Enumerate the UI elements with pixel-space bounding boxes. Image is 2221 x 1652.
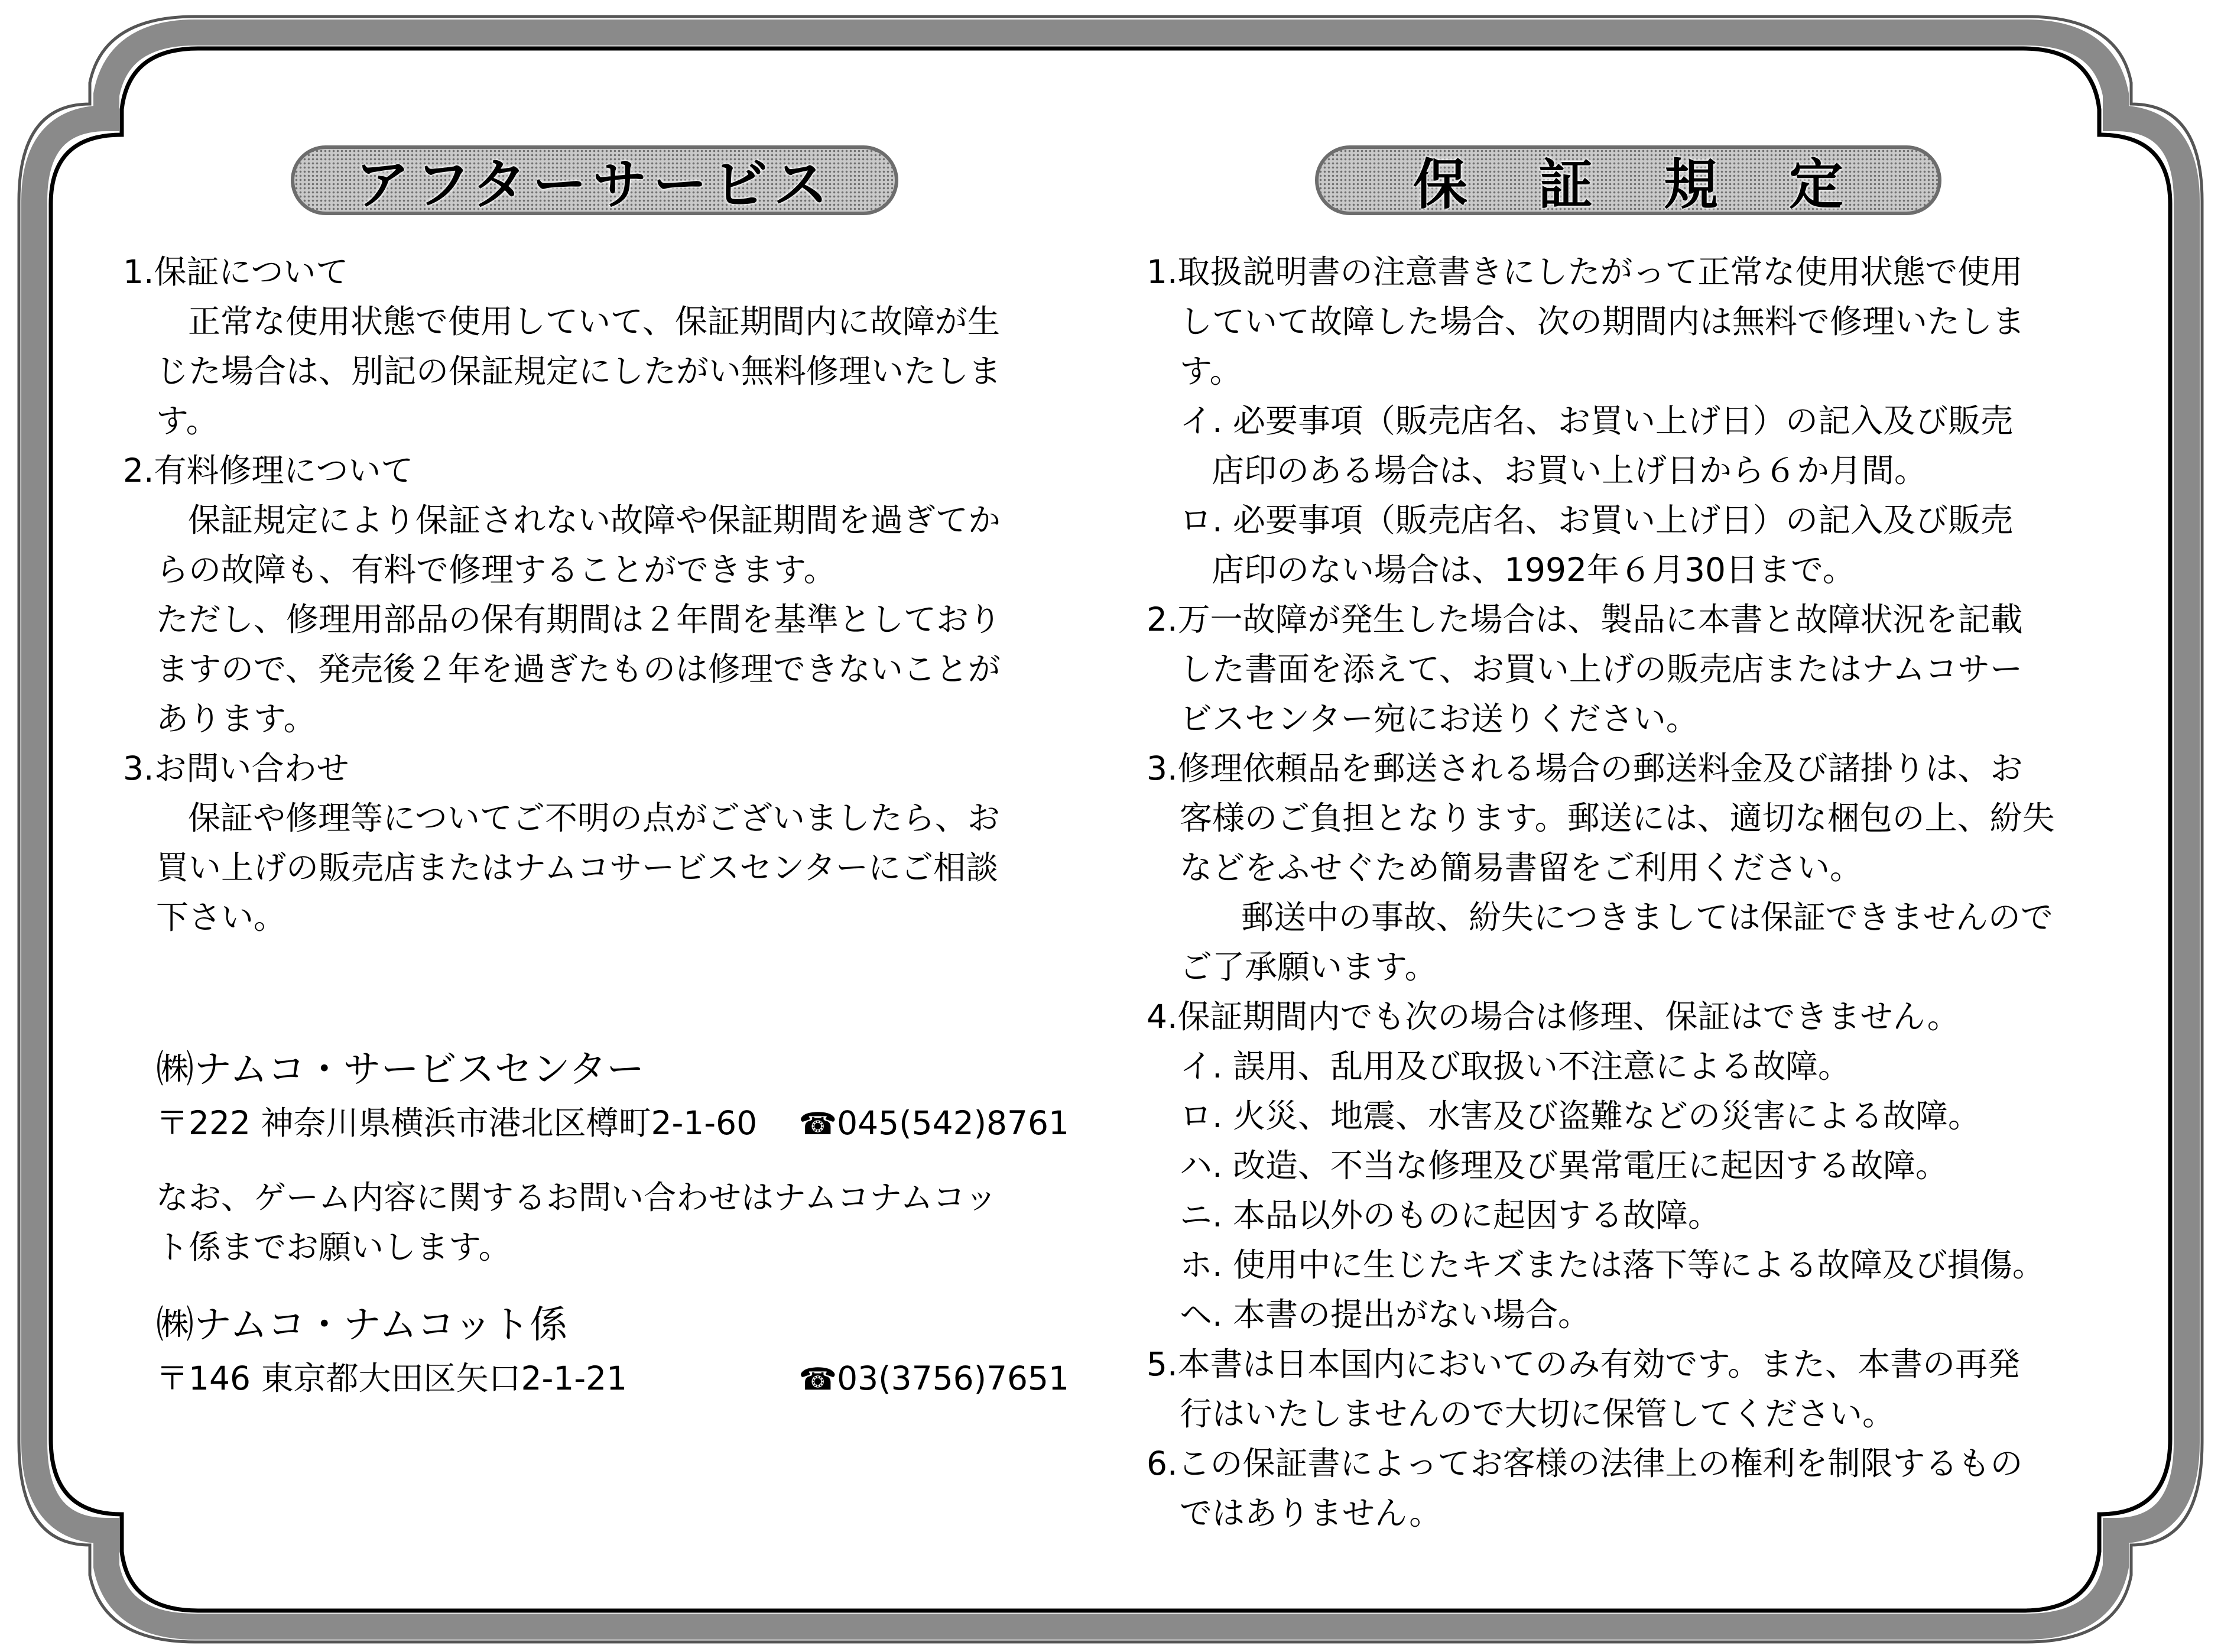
term-4-item: ロ. 火災、地震、水害及び盗難などの災害による故障。: [1180, 1097, 1980, 1135]
warranty-terms-heading-text: 保証規定: [1413, 153, 1914, 216]
term-1-line: していて故障した場合、次の期間内は無料で修理いたしま: [1180, 303, 2025, 340]
term-2-line: 2.万一故障が発生した場合は、製品に本書と故障状況を記載: [1147, 601, 2023, 638]
term-1a-line: 店印のある場合は、お買い上げ日から６か月間。: [1212, 452, 1927, 489]
after-service-heading: [291, 145, 898, 215]
paid-repair-text-line: らの故障も、有料で修理することができます。: [156, 551, 836, 589]
telephone-icon: ☎: [798, 1362, 837, 1397]
paid-repair-text-line: 保証規定により保証されない故障や保証期間を過ぎてか: [188, 501, 1001, 539]
term-3-line: などをふせぐため簡易書留をご利用ください。: [1180, 849, 1863, 887]
term-4-item: イ. 誤用、乱用及び取扱い不注意による故障。: [1180, 1047, 1850, 1085]
game-inquiry-note-line: なお、ゲーム内容に関するお問い合わせはナムコナムコッ: [156, 1179, 998, 1216]
namcot-address: 〒146 東京都大田区矢口2-1-21: [156, 1359, 628, 1397]
term-3-line: 3.修理依頼品を郵送される場合の郵送料金及び諸掛りは、お: [1147, 749, 2023, 787]
term-1b-line: 店印のない場合は、1992年６月30日まで。: [1212, 551, 1855, 589]
paid-repair-section-title: 2.有料修理について: [123, 452, 414, 489]
term-4-item: ニ. 本品以外のものに起因する故障。: [1180, 1196, 1720, 1234]
inquiry-text-line: 下さい。: [156, 898, 287, 936]
term-1a-line: イ. 必要事項（販売店名、お買い上げ日）の記入及び販売: [1180, 402, 2013, 440]
service-center-address: 〒222 神奈川県横浜市港北区樽町2-1-60: [156, 1104, 758, 1142]
term-3-note-line: ご了承願います。: [1180, 948, 1437, 986]
term-6-line: ではありません。: [1180, 1494, 1442, 1532]
warranty-section-title: 1.保証について: [123, 253, 349, 291]
inquiry-text-line: 保証や修理等についてご不明の点がございましたら、お: [188, 799, 1000, 837]
after-service-section: [123, 247, 1069, 1403]
term-4-item: ホ. 使用中に生じたキズまたは落下等による故障及び損傷。: [1180, 1246, 2045, 1284]
term-1-line: 1.取扱説明書の注意書きにしたがって正常な使用状態で使用: [1147, 253, 2023, 291]
namcot-phone-number: 03(3756)7651: [837, 1359, 1069, 1397]
term-5-line: 行はいたしませんので大切に保管してください。: [1180, 1395, 1895, 1433]
warranty-text-line: じた場合は、別記の保証規定にしたがい無料修理いたしま: [156, 352, 1002, 390]
spacer: [123, 1148, 1069, 1173]
term-1b-line: ロ. 必要事項（販売店名、お買い上げ日）の記入及び販売: [1180, 501, 2013, 539]
service-center-phone: [798, 1098, 1069, 1149]
game-inquiry-note-line: ト係までお願いします。: [156, 1228, 511, 1266]
service-center-address-row: [123, 1098, 1069, 1148]
paid-repair-text-line: ただし、修理用部品の保有期間は２年間を基準としており: [156, 601, 1002, 638]
spacer: [123, 942, 1069, 1041]
term-2-line: した書面を添えて、お買い上げの販売店またはナムコサー: [1180, 650, 2023, 688]
warranty-terms-heading: [1315, 145, 1941, 215]
telephone-icon: ☎: [798, 1106, 837, 1142]
inquiry-section-title: 3.お問い合わせ: [123, 749, 349, 787]
warranty-text-line: す。: [156, 402, 219, 440]
paid-repair-text-line: あります。: [156, 700, 316, 738]
warranty-text-line: 正常な使用状態で使用していて、保証期間内に故障が生: [188, 303, 1000, 340]
inquiry-text-line: 買い上げの販売店またはナムコサービスセンターにご相談: [156, 849, 999, 887]
spacer: [123, 1272, 1069, 1297]
term-3-line: 客様のご負担となります。郵送には、適切な梱包の上、紛失: [1180, 799, 2055, 837]
namcot-address-row: [123, 1354, 1069, 1403]
term-4-item: ハ. 改造、不当な修理及び異常電圧に起因する故障。: [1180, 1147, 1948, 1184]
service-center-name: ㈱ナムコ・サービスセンター: [156, 1048, 645, 1092]
term-6-line: 6.この保証書によってお客様の法律上の権利を制限するもの: [1147, 1445, 2023, 1482]
warranty-terms-section: [1147, 247, 2116, 1538]
term-4-line: 4.保証期間内でも次の場合は修理、保証はできません。: [1147, 998, 1960, 1036]
term-3-note-line: 郵送中の事故、紛失につきましては保証できませんので: [1241, 898, 2053, 936]
namcot-department-name: ㈱ナムコ・ナムコット係: [156, 1303, 568, 1347]
term-5-line: 5.本書は日本国内においてのみ有効です。また、本書の再発: [1147, 1345, 2021, 1383]
term-4-item: ヘ. 本書の提出がない場合。: [1180, 1296, 1590, 1333]
term-2-line: ビスセンター宛にお送りください。: [1180, 700, 1699, 738]
after-service-heading-text: アフターサービス: [355, 153, 834, 216]
namcot-phone: [798, 1354, 1069, 1404]
service-center-phone-number: 045(542)8761: [837, 1104, 1069, 1142]
term-1-line: す。: [1180, 352, 1242, 390]
paid-repair-text-line: ますので、発売後２年を過ぎたものは修理できないことが: [156, 650, 1001, 688]
